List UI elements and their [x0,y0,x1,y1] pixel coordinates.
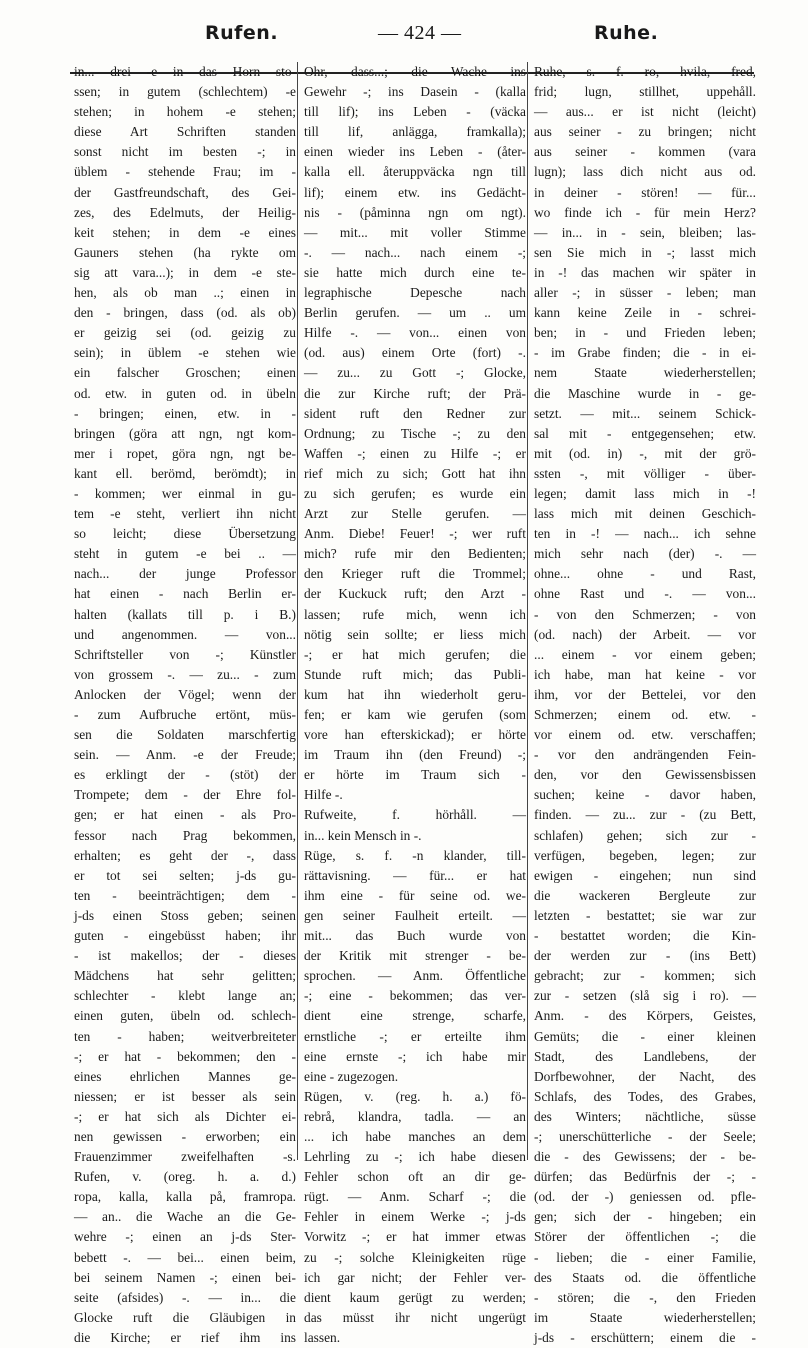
text-line: bei seinem Namen -; einen bei- [74,1269,296,1285]
text-line: gen seiner Faulheit erteilt. — [304,907,526,923]
text-column-3 [534,62,756,1345]
text-line: wehre -; einen an j-ds Ster- [74,1229,296,1245]
text-line: - bestattet worden; die Kin- [534,928,756,944]
text-line: üblem - stehende Frau; im - [74,164,296,180]
text-line: ben; in - und Frieden leben; [534,325,756,341]
text-line: aus seiner - zu bringen; nicht [534,124,756,140]
text-line: zur - setzen (slå sig i ro). — [534,988,756,1004]
text-line: aller -; in süsser - leben; man [534,285,756,301]
text-column-1 [74,62,296,1345]
text-line: in... drei -e in das Horn sto- [74,64,296,79]
text-line: finden. — zu... zur - (zu Bett, [534,807,756,823]
text-line: Schmerzen; einem od. etw. - [534,707,756,722]
text-line: ohne... ohne - und Rast, [534,566,756,582]
text-line: der Kuckuck ruft; den Arzt - [304,586,526,602]
text-line: — zu... zu Gott -; Glocke, [304,365,526,381]
text-line: Rüge, s. f. -n klander, till- [304,847,526,863]
text-line: sonst nicht im besten -; in [74,144,296,160]
text-line: Anm. Diebe! Feuer! -; wer ruft [304,526,526,542]
text-line: gen; sich der - hingeben; ein [534,1209,756,1225]
text-line: dient kaum gerügt zu werden; [304,1289,526,1305]
text-line: Gewehr -; ins Dasein - (kalla [304,84,526,100]
text-line: ssen; in gutem (schlechtem) -e [74,84,296,100]
text-line: — aus... er ist nicht (leicht) [534,104,756,120]
text-line: hen, als ob man ..; einen in [74,285,296,301]
text-line: guten - eingebüsst haben; ihr [74,928,296,944]
text-line: sig att vara...); in dem -e ste- [74,264,296,280]
text-line: so leicht; diese Übersetzung [74,526,296,542]
text-line: till lif, anlägga, framkalla); [304,124,526,140]
text-line: tem -e steht, verliert ihn nicht [74,506,296,522]
text-line: diese Art Schriften standen [74,124,296,140]
text-line: lugn); lass dich nicht aus od. [534,164,756,180]
text-line: eine - zugezogen. [304,1068,399,1084]
text-line: (od. aus) einem Orte (fort) -. [304,345,526,361]
text-line: lassen; rufe mich, wenn ich [304,606,526,622]
page-header [0,22,808,58]
page-number: — 424 — [378,22,462,44]
text-line: in -! das machen wir später in [534,264,756,280]
text-line: sie hatte mich durch eine te- [304,264,526,280]
text-line: den, vor den Gewissensbissen [534,767,756,783]
text-line: Arzt zur Stelle gerufen. — [304,506,526,522]
text-line: legraphische Depesche nach [304,285,526,301]
text-line: ... ich habe manches an dem [304,1128,526,1144]
text-line: Glocke ruft die Gläubigen in [74,1309,296,1325]
text-line: - zum Aufbruche ertönt, müs- [74,707,296,722]
text-line: - bringen; einen, etw. in - [74,405,296,421]
text-line: nem Staate wiederherstellen; [534,365,756,381]
text-line: (od. der -) geniessen od. pfle- [534,1189,756,1205]
text-line: — in... in - sein, bleiben; las- [534,224,756,240]
text-line: gebracht; zur - kommen; sich [534,968,756,984]
text-line: der Kritik mit strenger - be- [304,948,526,964]
text-line: dürfen; das Bedürfnis der -; - [534,1169,756,1185]
text-line: halten (kallats till p. i B.) [74,606,296,622]
text-line: vor einem od. etw. verschaffen; [534,727,756,743]
text-line: Gauners stehen (ha rykte om [74,244,296,260]
text-line: zes, des Edelmuts, der Heilig- [74,204,296,220]
text-line: legen; damit lass mich in -! [534,485,756,501]
text-line: in deiner - stören! — für... [534,184,756,200]
text-line: sein); in üblem -e stehen wie [74,345,296,361]
text-line: eine ernste -; ich habe mir [304,1048,526,1064]
text-line: kalla ell. återuppväcka ngn till [304,164,526,180]
text-line: Schriftsteller von -; Künstler [74,646,296,662]
text-line: Mädchens hat sehr gelitten; [74,968,296,984]
text-line: ten in -! — nach... ich sehne [534,526,756,542]
text-line: — mit... mit voller Stimme [304,224,526,240]
header-left-keyword: Rufen. [205,22,279,44]
text-line: nach... der junge Professor [74,566,296,582]
text-line: sprochen. — Anm. Öffentliche [304,968,526,984]
text-line: — an.. die Wache an die Ge- [74,1209,296,1225]
text-line: verfügen, begeben, legen; zur [534,847,756,863]
text-line: Störer der öffentlichen -; die [534,1229,756,1245]
text-line: - im Grabe finden; die - in ei- [534,345,756,361]
text-line: ich gar nicht; der Fehler ver- [304,1269,526,1285]
text-line: stehen; in hohem -e stehen; [74,104,296,120]
text-line: vore han efterskickad); er hörte [304,727,526,743]
text-line: rief mich zu sich; Gott hat ihn [304,465,526,481]
text-line: sen die Soldaten marschfertig [74,727,296,743]
text-line: den Krieger ruft die Trommel; [304,566,526,582]
text-line: Berlin gerufen. — um .. um [304,305,526,321]
text-line: suchen; keine - davor haben, [534,787,756,803]
text-line: letzten - bestattet; sie war zur [534,907,756,923]
text-line: Stunde ruft mich; das Publi- [304,666,526,682]
text-line: Dorfbewohner, der Nacht, des [534,1068,756,1084]
text-line: -; eine - bekommen; das ver- [304,988,526,1004]
text-line: Fehler in einem Werke -; j-ds [304,1209,526,1225]
text-line: frid; lugn, stillhet, uppehåll. [534,84,756,100]
text-line: j-ds - erschüttern; einem die - [534,1329,756,1345]
text-line: zu -; solche Kleinigkeiten rüge [304,1249,526,1265]
column-divider [297,62,298,1160]
text-line: Schlafs, des Todes, des Grabes, [534,1088,756,1104]
text-line: die - des Gewissens; der - be- [534,1149,756,1165]
text-line: niessen; er ist besser als sein [74,1088,296,1104]
text-line: Trompete; dem - der Ehre fol- [74,787,296,803]
text-line: - lieben; die - einer Familie, [534,1249,756,1265]
text-line: fen; er kam wie gerufen (som [304,707,526,722]
text-line: von grossem -. — zu... - zum [74,666,296,682]
text-line: er hörte im Traum sich - [304,767,526,783]
text-line: ssten -, mit völliger - über- [534,465,756,481]
text-line: -; er hat sich als Dichter ei- [74,1108,296,1124]
text-line: der werden zur - (ins Bett) [534,948,756,964]
text-line: od. etw. in guten od. in übeln [74,385,296,401]
text-line: j-ds einen Stoss geben; seinen [74,907,296,923]
text-line: es erklingt der - (stöt) der [74,767,296,783]
text-line: rättavisning. — für... er hat [304,867,526,883]
text-line: aus seiner - kommen (vara [534,144,756,160]
text-line: ihm, vor der Bettelei, vor den [534,686,756,702]
text-line: erhalten; es geht der -, dass [74,847,296,863]
text-line: sal mit - entgegensehen; etw. [534,425,756,441]
text-line: kann keine Zeile in - schrei- [534,305,756,321]
text-line: keit stehen; in dem -e eines [74,224,296,240]
text-line: Rufweite, f. hörhåll. — [304,807,526,823]
text-line: das müsst ihr nicht ungerügt [304,1309,526,1325]
text-line: ewigen - eingehen; nun sind [534,867,756,883]
text-line: sen Sie mich in -; lasst mich [534,244,756,260]
text-line: - stören; die -, den Frieden [534,1289,756,1305]
text-line: ernstliche -; er erteilte ihm [304,1028,526,1044]
text-line: Anlocken der Vögel; wenn der [74,686,296,702]
text-line: (od. nach) der Arbeit. — vor [534,626,756,642]
text-line: Ohr, dass...; die Wache ins [304,64,526,79]
text-line: mit (od. in) -, mit der grö- [534,445,756,461]
header-right-keyword: Ruhe. [594,22,659,44]
text-line: ohne Rast und -. — von... [534,586,756,602]
text-line: bebett -. — bei... einen beim, [74,1249,296,1265]
text-line: ich habe, man hat keine - vor [534,666,756,682]
text-line: zu sich gerufen; es wurde ein [304,485,526,501]
text-line: in... kein Mensch in -. [304,827,422,843]
text-line: wo finde ich - für mein Herz? [534,204,756,220]
text-line: - ist makellos; der - dieses [74,948,296,964]
text-line: Fehler schon oft an dir ge- [304,1169,526,1185]
text-line: Stadt, des Landlebens, der [534,1048,756,1064]
text-line: der Gastfreundschaft, des Gei- [74,184,296,200]
text-line: im Traum ihn (den Freund) -; [304,747,526,763]
text-line: setzt. — mit... seinem Schick- [534,405,756,421]
text-line: nen gewissen - erworben; ein [74,1128,296,1144]
text-line: bringen (göra att ngn, ngt kom- [74,425,296,441]
text-line: -. — nach... nach einem -; [304,244,526,260]
text-line: rügt. — Anm. Scharf -; die [304,1189,526,1205]
text-line: ein falscher Groschen; einen [74,365,296,381]
text-line: einen guten, übeln od. schlech- [74,1008,296,1024]
text-line: lass mich mit deinen Geschich- [534,506,756,522]
text-line: sident ruft den Redner zur [304,405,526,421]
text-line: Rufen, v. (oreg. h. a. d.) [74,1169,296,1185]
text-line: Rügen, v. (reg. h. a.) fö- [304,1088,526,1104]
text-line: Waffen -; einen zu Hilfe -; er [304,445,526,461]
text-line: lassen. [304,1329,341,1345]
text-line: Hilfe -. — von... einen von [304,325,526,341]
text-line: ropa, kalla, kalla på, framropa. [74,1189,296,1205]
text-line: er geizig sei (od. geizig zu [74,325,296,341]
text-line: - kommen; wer einmal in gu- [74,485,296,501]
text-line: Anm. - des Körpers, Geistes, [534,1008,756,1024]
text-line: dient eine strenge, scharfe, [304,1008,526,1024]
text-column-2 [304,62,526,1345]
text-line: des Winters; nächtliche, süsse [534,1108,756,1124]
text-line: eines ehrlichen Mannes ge- [74,1068,296,1084]
text-line: einen wieder ins Leben - (åter- [304,144,526,160]
text-line: mer i ropet, göra ngn, ngt be- [74,445,296,461]
text-line: schlechter - klebt lange an; [74,988,296,1004]
column-divider [527,62,528,1160]
text-line: die zur Kirche ruft; der Prä- [304,385,526,401]
text-line: ten - haben; weitverbreiteter [74,1028,296,1044]
text-line: mich sehr nach (der) -. — [534,546,756,562]
text-line: des Staats od. die öffentliche [534,1269,756,1285]
text-line: steht in gutem -e bei .. — [74,546,296,562]
text-line: -; unerschütterliche - der Seele; [534,1128,756,1144]
text-line: -; er hat mich gerufen; die [304,646,526,662]
text-line: er tot sei selten; j-ds gu- [74,867,296,883]
text-line: Hilfe -. [304,787,343,803]
text-line: ... einem - vor einem geben; [534,646,756,662]
text-line: schlafen) gehen; sich zur - [534,827,756,843]
text-line: fessor nach Prag bekommen, [74,827,296,843]
text-line: - von den Schmerzen; - von [534,606,756,622]
text-line: till lif); ins Leben - (väcka [304,104,526,120]
text-line: sein. — Anm. -e der Freude; [74,747,296,763]
text-line: Vorwitz -; er hat immer etwas [304,1229,526,1245]
text-line: die wackeren Bergleute zur [534,887,756,903]
text-line: Ruhe, s. f. ro, hvila, fred, [534,64,756,79]
text-line: nis - (påminna ngn om ngt). [304,204,526,220]
text-line: kum hat ihn wiederholt geru- [304,686,526,702]
text-line: lif); einem etw. ins Gedächt- [304,184,526,200]
text-line: kant ell. berömd, berömdt); in [74,465,296,481]
text-line: die Kirche; er rief ihm ins [74,1329,296,1345]
text-line: mich? rufe mir den Bedienten; [304,546,526,562]
text-line: mit... das Buch wurde von [304,928,526,944]
text-line: hat einen - nach Berlin er- [74,586,296,602]
text-line: ihm eine - für seine od. we- [304,887,526,903]
text-line: Gemüts; die - einer kleinen [534,1028,756,1044]
text-line: Lehrling zu -; ich habe diesen [304,1149,526,1165]
text-line: den - bringen, dass (od. als ob) [74,305,296,321]
text-line: die Maschine wurde in - ge- [534,385,756,401]
text-line: und angenommen. — von... [74,626,296,642]
text-line: gen; er hat einen - als Pro- [74,807,296,823]
text-line: im Staate wiederherstellen; [534,1309,756,1325]
text-line: Frauenzimmer zweifelhaften -s. [74,1149,296,1165]
text-line: Ordnung; zu Tische -; zu den [304,425,526,441]
text-line: seite (afsides) -. — in... die [74,1289,296,1305]
text-line: -; er hat - bekommen; den - [74,1048,296,1064]
text-line: rebrå, klandra, tadla. — an [304,1108,526,1124]
text-line: ten - beeinträchtigen; dem - [74,887,296,903]
text-line: - vor den andrängenden Fein- [534,747,756,763]
text-line: nötig sein sollte; er liess mich [304,626,526,642]
